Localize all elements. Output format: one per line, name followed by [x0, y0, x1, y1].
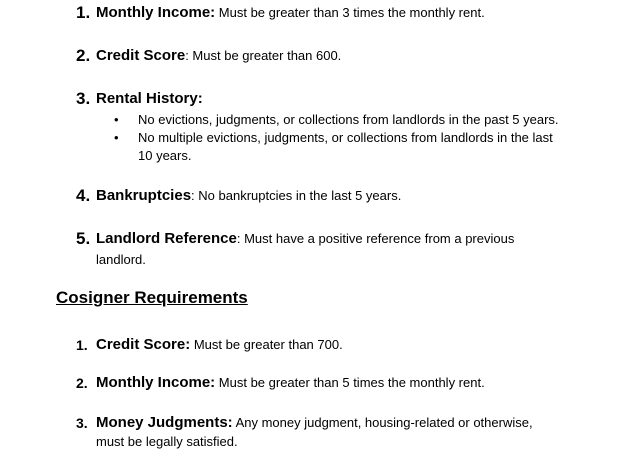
rental-history-bullet [114, 129, 634, 165]
rental-history-bullet [114, 111, 634, 129]
tenant-requirement-monthly-income [76, 3, 636, 25]
cosigner-requirement-monthly-income [76, 373, 636, 395]
list-number: 1. [76, 3, 91, 22]
requirement-text: Any money judgment, housing-related or otherwise, [232, 415, 533, 430]
list-number: 2. [76, 375, 88, 391]
requirement-text: Must be greater than 700. [190, 337, 343, 352]
cosigner-requirement-credit-score [76, 335, 636, 357]
bullet-text-continued: 10 years. [138, 148, 192, 163]
requirement-text: : Must be greater than 600. [185, 48, 342, 63]
requirement-text: Must be greater than 3 times the monthly rent. [215, 5, 485, 20]
list-number: 5. [76, 229, 91, 248]
bullet-icon: • [114, 112, 119, 127]
requirement-text-continued: must be legally satisfied. [96, 434, 238, 449]
bullet-text: No evictions, judgments, or collections from landlords in the past 5 years. [138, 112, 559, 127]
requirement-line [96, 46, 341, 66]
tenant-requirement-credit-score [76, 46, 636, 68]
requirement-text-continued: landlord. [96, 252, 146, 267]
requirement-label: Credit Score: [96, 336, 191, 353]
requirement-label: Monthly Income: [96, 374, 216, 391]
tenant-requirement-landlord-reference [76, 229, 636, 271]
cosigner-requirement-money-judgments [76, 413, 636, 455]
requirement-line [96, 3, 485, 23]
requirement-line [96, 335, 343, 355]
requirement-text: : Must have a positive reference from a previous [236, 231, 515, 246]
section-heading-cosigner: Cosigner Requirements [56, 288, 248, 307]
requirement-line [96, 89, 203, 109]
requirement-line [96, 229, 514, 249]
requirement-text: Must be greater than 5 times the monthly rent. [215, 375, 485, 390]
bullet-text: No multiple evictions, judgments, or collections from landlords in the last [138, 130, 553, 145]
list-number: 2. [76, 46, 91, 65]
requirement-line [96, 186, 401, 206]
requirement-label: Bankruptcies [96, 187, 192, 204]
list-number: 1. [76, 337, 88, 353]
requirement-label: Monthly Income: [96, 4, 216, 21]
requirement-label: Landlord Reference [96, 230, 237, 247]
list-number: 3. [76, 415, 88, 431]
requirement-label: Credit Score [96, 47, 186, 64]
list-number: 3. [76, 89, 91, 108]
requirement-label: Rental History: [96, 90, 203, 107]
tenant-requirement-bankruptcies [76, 186, 636, 208]
requirement-text: : No bankruptcies in the last 5 years. [191, 188, 402, 203]
list-number: 4. [76, 186, 91, 205]
requirement-line [96, 413, 533, 433]
requirement-line [96, 373, 485, 393]
requirement-label: Money Judgments: [96, 414, 233, 431]
tenant-requirement-rental-history [76, 89, 636, 111]
bullet-icon: • [114, 130, 119, 145]
